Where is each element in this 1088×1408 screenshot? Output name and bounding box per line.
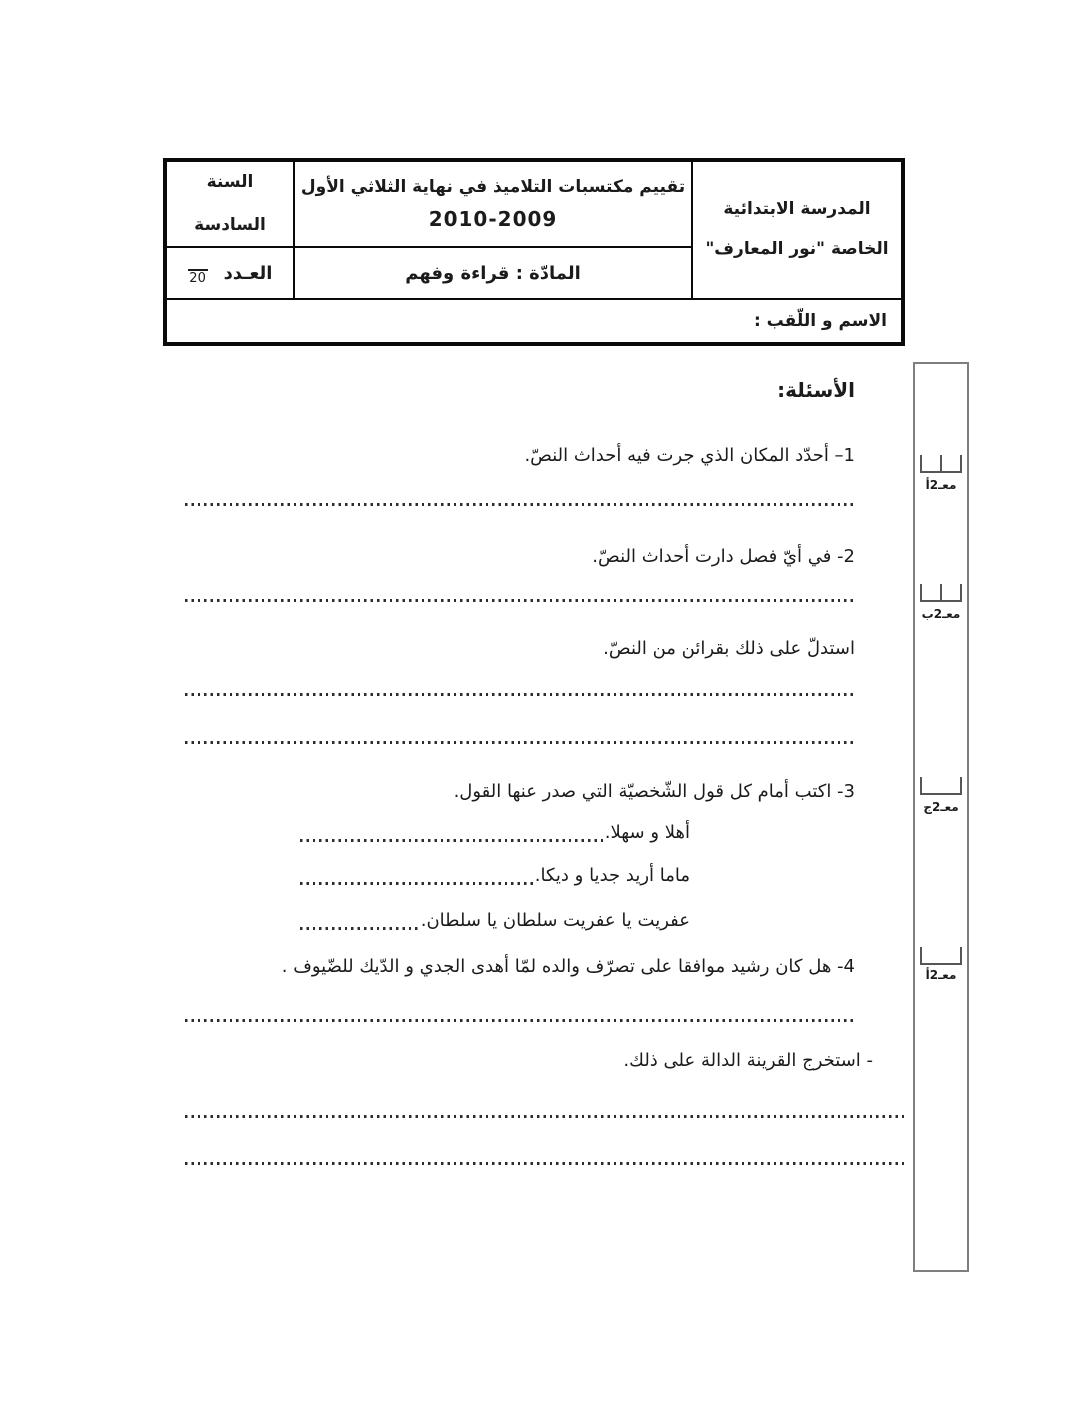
- school-name: [691, 162, 901, 298]
- exam-title-cell: [293, 162, 691, 248]
- answer-dotted-line: [300, 839, 605, 842]
- answer-dotted-line: [185, 1162, 905, 1165]
- question-3-quote: [300, 820, 690, 846]
- answer-dotted-line: [185, 599, 855, 602]
- grade-level-line1: السنة: [206, 171, 254, 192]
- school-name-line1: المدرسة الابتدائية: [723, 199, 871, 220]
- grade-level-line2: السادسة: [194, 215, 266, 235]
- name-row: [167, 298, 901, 342]
- score-bracket: [920, 777, 962, 795]
- answer-dotted-line: [185, 1115, 905, 1118]
- answer-dotted-line: [185, 503, 855, 506]
- answer-dotted-line: [300, 927, 421, 930]
- question-2: 2- في أيّ فصل دارت أحداث النصّ.: [592, 546, 855, 567]
- answer-dotted-line: [185, 1019, 855, 1022]
- criterion-label: معـ2ج: [923, 800, 959, 814]
- subject-label: [293, 248, 691, 298]
- score-bracket: [920, 584, 962, 602]
- answer-dotted-line: [185, 741, 855, 744]
- question-1: 1– أحدّد المكان الذي جرت فيه أحداث النصّ.: [524, 445, 855, 466]
- question-4: 4- هل كان رشيد موافقا على تصرّف والده لمّا أهدى الجدي و الدّيك للضّيوف .: [281, 956, 855, 977]
- grade-level: [167, 162, 293, 248]
- question-4-followup: - استخرج القرينة الدالة على ذلك.: [623, 1050, 873, 1071]
- school-name-line2: الخاصة "نور المعارف": [705, 239, 889, 259]
- score-label: العـدد: [223, 262, 273, 284]
- questions-heading: الأسئلة:: [777, 378, 855, 402]
- quote-text: أهلا و سهلا.: [604, 822, 690, 843]
- score-fraction: [188, 261, 208, 286]
- answer-dotted-line: [185, 693, 855, 696]
- question-3-quote: [300, 863, 690, 889]
- criterion-label: معـ2أ: [925, 968, 957, 982]
- name-label: الاسم و اللّقب :: [753, 311, 887, 331]
- answer-dotted-line: [300, 882, 535, 885]
- header-table: [163, 158, 905, 346]
- score-cell: [167, 248, 293, 298]
- criterion-label: معـ2أ: [925, 478, 957, 492]
- score-bracket: [920, 455, 962, 473]
- criterion-label: معـ2ب: [921, 607, 961, 621]
- score-blank-line: [188, 261, 208, 271]
- question-3: 3- اكتب أمام كل قول الشّخصيّة التي صدر عنها القول.: [453, 781, 855, 802]
- subject-text: المادّة : قراءة وفهم: [405, 262, 581, 284]
- grading-sidebar: [913, 362, 969, 1272]
- question-2-followup: استدلّ على ذلك بقرائن من النصّ.: [603, 638, 855, 659]
- school-year: 2010-2009: [428, 206, 558, 231]
- score-denominator: 20: [189, 270, 206, 286]
- quote-text: عفريت يا عفريت سلطان يا سلطان.: [420, 910, 690, 931]
- score-bracket: [920, 947, 962, 965]
- quote-text: ماما أريد جديا و ديكا.: [534, 865, 690, 886]
- exam-title: تقييم مكتسبات التلاميذ في نهاية الثلاثي الأول: [300, 177, 686, 198]
- questions-section: [185, 368, 873, 1165]
- question-3-quote: [300, 908, 690, 934]
